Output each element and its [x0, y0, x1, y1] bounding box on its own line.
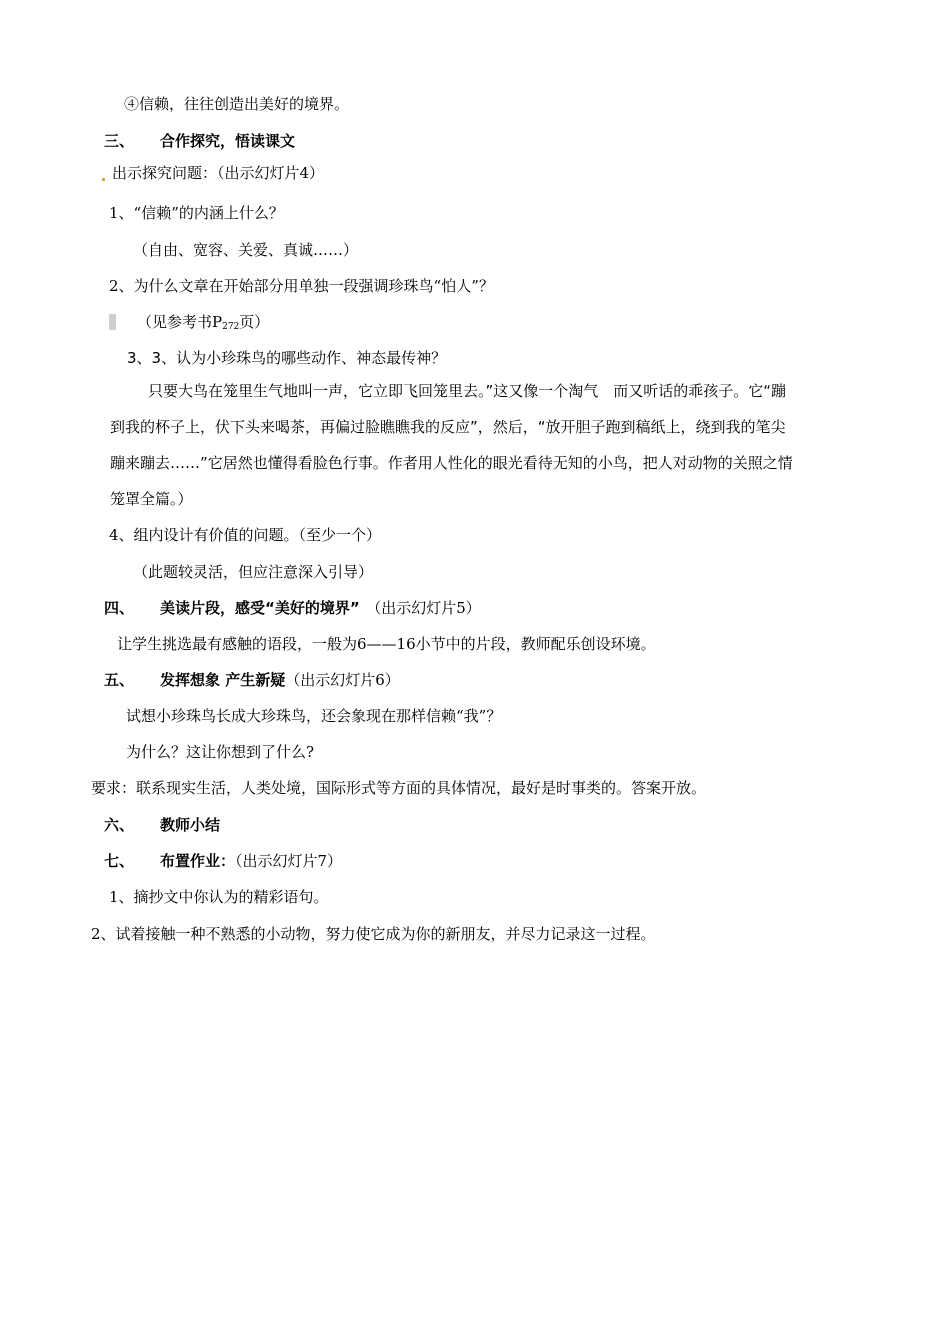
- quote-line-1: 只要大鸟在笼里生气地叫一声，它立即飞回笼里去。”这又像一个淘气 而又听话的乖孩子。它“蹦: [148, 382, 787, 400]
- section-4-text: 让学生挑选最有感触的语段，一般为6——16小节中的片段，教师配乐创设环境。: [117, 635, 656, 653]
- section-7-number: 七、: [104, 852, 135, 870]
- answer-4: （此题较灵活，但应注意深入引导）: [133, 563, 374, 581]
- section-5-number: 五、: [104, 671, 135, 689]
- answer-2-prefix: （见参考书P: [137, 313, 223, 331]
- question-3: 3、3、认为小珍珠鸟的哪些动作、神态最传神？: [127, 349, 447, 367]
- section-7-title: 布置作业：: [160, 852, 236, 870]
- section-6-heading: [104, 815, 220, 835]
- section-4-note: （出示幻灯片5）: [373, 599, 481, 617]
- answer-2-suffix: 页）: [239, 313, 270, 331]
- question-1: 1、“信赖”的内涵上什么？: [109, 204, 284, 222]
- quote-paragraph: [110, 373, 840, 517]
- section-3-number: 三、: [104, 132, 135, 150]
- answer-2-page-sub: 272: [222, 322, 240, 332]
- section-7-note: （出示幻灯片7）: [235, 852, 343, 870]
- marker-dot: [102, 178, 105, 181]
- explore-intro: 出示探究问题：（出示幻灯片4）: [112, 164, 325, 182]
- section-5-heading: [104, 670, 400, 690]
- section-3-heading: [104, 131, 295, 151]
- question-4: 4、组内设计有价值的问题。（至少一个）: [109, 526, 382, 544]
- quote-line-3: 蹦来蹦去……”它居然也懂得看脸色行事。作者用人性化的眼光看待无知的小鸟，把人对动物的关照之情: [110, 454, 793, 472]
- section-5-title: 发挥想象 产生新疑: [160, 671, 286, 689]
- section-4-title: 美读片段，感受“美好的境界”: [160, 599, 360, 617]
- quote-line-2: 到我的杯子上，伏下头来喝茶，再偏过脸瞧瞧我的反应”，然后，“放开胆子跑到稿纸上，绕到我的笔尖: [110, 418, 786, 436]
- answer-2: [137, 312, 269, 337]
- section-5-requirement: 要求：联系现实生活，人类处境，国际形式等方面的具体情况，最好是时事类的。答案开放。: [91, 779, 707, 797]
- homework-2: 2、试着接触一种不熟悉的小动物，努力使它成为你的新朋友，并尽力记录这一过程。: [91, 925, 656, 943]
- margin-mark: [109, 314, 116, 330]
- section-6-title: 教师小结: [160, 816, 221, 834]
- section-4-heading: [104, 598, 481, 618]
- section-4-number: 四、: [104, 599, 135, 617]
- section-5-note: （出示幻灯片6）: [285, 671, 400, 689]
- homework-1: 1、摘抄文中你认为的精彩语句。: [109, 888, 329, 906]
- section-5-prompt: 试想小珍珠鸟长成大珍珠鸟，还会象现在那样信赖“我”？: [126, 707, 502, 725]
- answer-1: （自由、宽容、关爱、真诚……）: [133, 241, 359, 259]
- section-6-number: 六、: [104, 816, 135, 834]
- section-7-heading: [104, 851, 342, 871]
- section-5-question: 为什么？这让你想到了什么?: [126, 743, 315, 761]
- quote-line-4: 笼罩全篇。）: [110, 490, 193, 508]
- question-2: 2、为什么文章在开始部分用单独一段强调珍珠鸟“怕人”？: [109, 277, 494, 295]
- point-4-text: ④信赖，往往创造出美好的境界。: [124, 95, 350, 113]
- section-3-title: 合作探究，悟读课文: [160, 132, 296, 150]
